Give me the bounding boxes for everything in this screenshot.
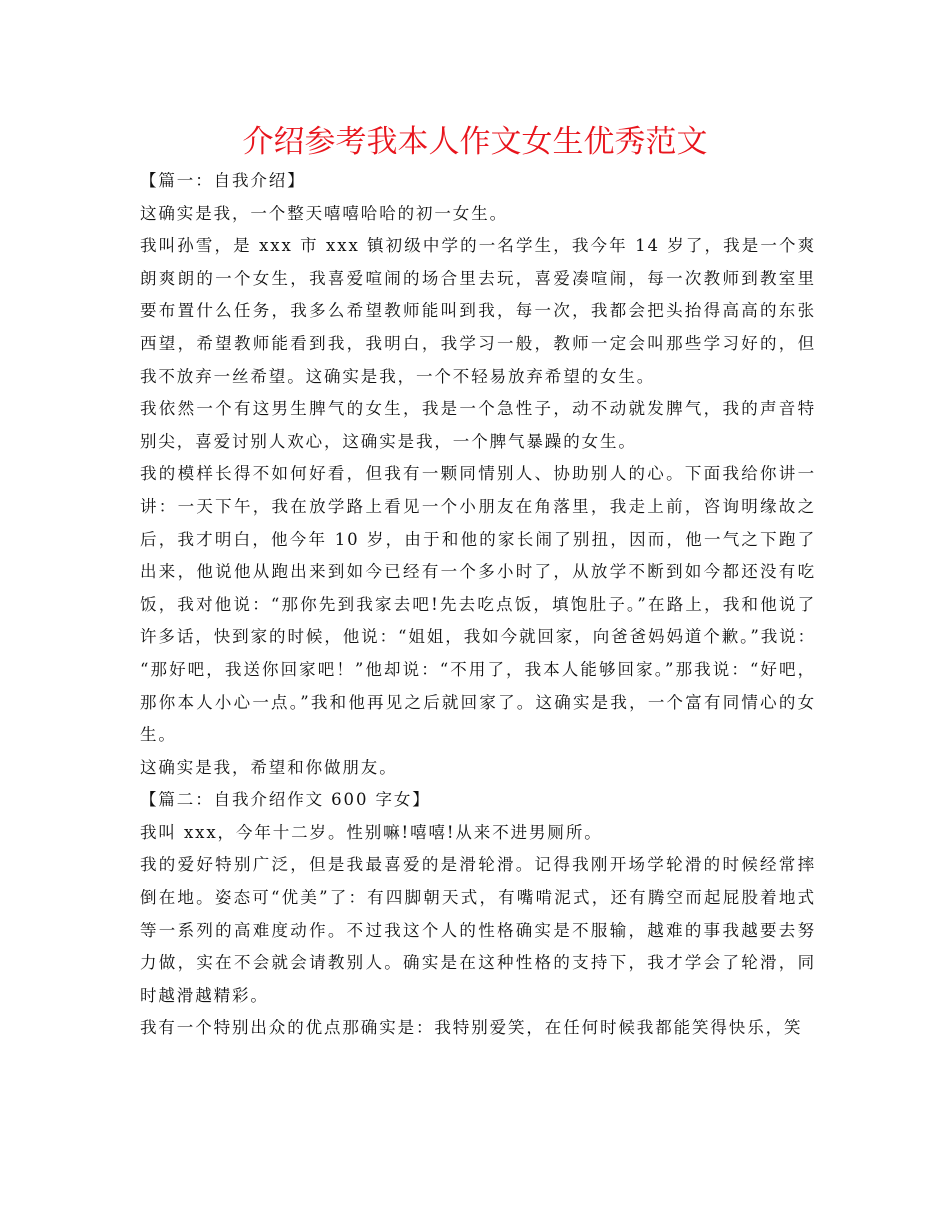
document-title: 介绍参考我本人作文女生优秀范文 <box>242 124 708 160</box>
paragraph: 这确实是我，一个整天嘻嘻哈哈的初一女生。 <box>140 203 508 223</box>
section-heading: 【篇二：自我介绍作文 600 字女】 <box>140 790 431 810</box>
paragraph: 我的模样长得不如何好看，但我有一颗同情别人、协助别人的心。下面我给你讲一讲：一天下午，我在放学路上看见一个小朋友在角落里，我走上前，咨询明缘故之后，我才明白，他今年 10 岁，由于和他的家长闹了别扭，因而，他一气之下跑了出来，他说他从跑出来到如今已经有一个多小时了，从放学不断到如今都还没有吃饭，我对他说：“那你先到我家去吧!先去吃点饭，填饱肚子。”在路上，我和他说了许多话，快到家的时候，他说：“姐姐，我如今就回家，向爸爸妈妈道个歉。”我说：“那好吧，我送你回家吧！”他却说：“不用了，我本人能够回家。”那我说：“好吧，那你本人小心一点。”我和他再见之后就回家了。这确实是我，一个富有同情心的女生。 <box>140 464 816 745</box>
paragraph: 我依然一个有这男生脾气的女生，我是一个急性子，动不动就发脾气，我的声音特别尖，喜爱讨别人欢心，这确实是我，一个脾气暴躁的女生。 <box>140 399 816 451</box>
paragraph: 我叫孙雪，是 xxx 市 xxx 镇初级中学的一名学生，我今年 14 岁了，我是一个爽朗爽朗的一个女生，我喜爱喧闹的场合里去玩，喜爱凑喧闹，每一次教师到教室里要布置什么任务，我多么希望教师能叫到我，每一次，我都会把头抬得高高的东张西望，希望教师能看到我，我明白，我学习一般，教师一定会叫那些学习好的，但我不放弃一丝希望。这确实是我，一个不轻易放弃希望的女生。 <box>140 236 816 386</box>
paragraph: 这确实是我，希望和你做朋友。 <box>140 757 398 777</box>
paragraph: 我的爱好特别广泛，但是我最喜爱的是滑轮滑。记得我刚开场学轮滑的时候经常摔倒在地。姿态可“优美”了：有四脚朝天式，有嘴啃泥式，还有腾空而起屁股着地式等一系列的高难度动作。不过我这个人的性格确实是不服输，越难的事我越要去努力做，实在不会就会请教别人。确实是在这种性格的支持下，我才学会了轮滑，同时越滑越精彩。 <box>140 855 816 1005</box>
paragraph: 我叫 xxx，今年十二岁。性别嘛!嘻嘻!从来不进男厕所。 <box>140 822 603 842</box>
paragraph: 我有一个特别出众的优点那确实是：我特别爱笑，在任何时候我都能笑得快乐，笑 <box>140 1018 803 1038</box>
document-body <box>140 165 816 1045</box>
section-heading: 【篇一：自我介绍】 <box>140 171 306 190</box>
